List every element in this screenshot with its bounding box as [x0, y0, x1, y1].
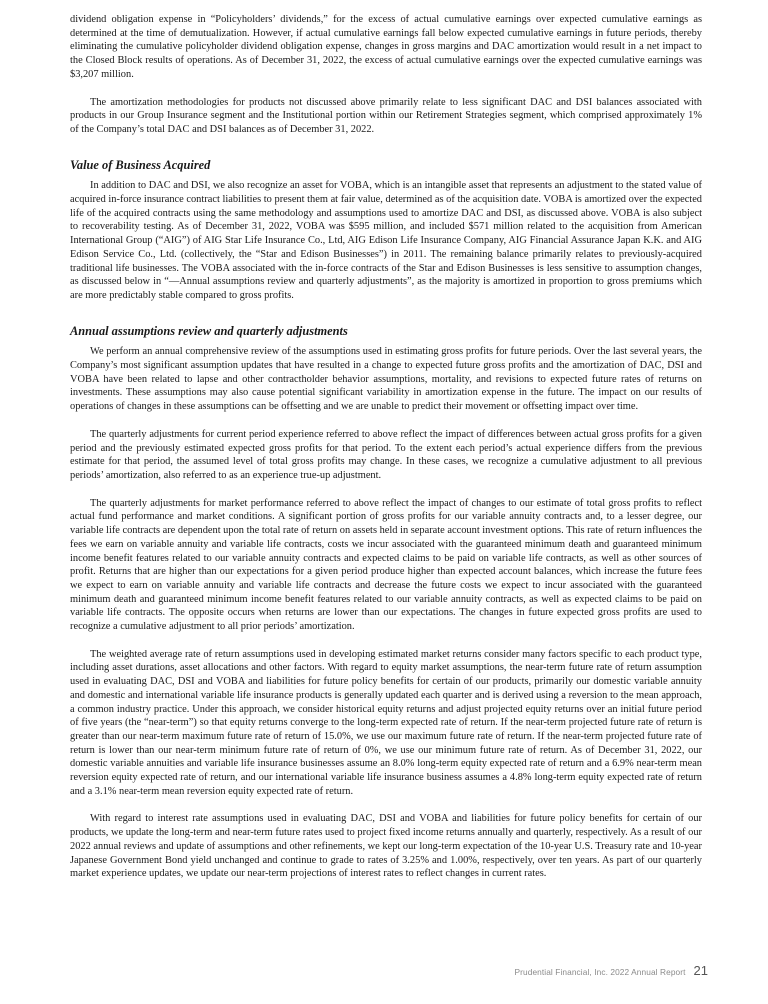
document-page	[70, 13, 702, 881]
page-footer	[515, 963, 708, 978]
paragraph-market-performance: The quarterly adjustments for market performance referred to above reflect the impact of changes to our estimate of total gross profits to reflect actual fund performance and market conditions. A significant portion of gross profits for our variable annuity contracts and, to a lesser degree, our variable life contracts are dependent upon the total rate of return on assets held in separate account investment options. This rate of return influences the fees we earn on variable annuity and variable life contracts, costs we incur associated with the guaranteed minimum death and guaranteed minimum income benefit features related to our variable annuity contracts and expected claims to be paid on variable life contracts, as well as other sources of profit. Returns that are higher than our expectations for a given period produce higher than expected account balances, which increase the future fees we expect to earn on variable annuity and variable life contracts and decrease the future costs we expect to incur associated with the guaranteed minimum death and guaranteed minimum income benefit features related to our variable annuity contracts, as well as expected claims to be paid on variable life contracts. The opposite occurs when returns are lower than our expectations. The changes in future expected gross profits are used to recognize a cumulative adjustment to all prior periods’ amortization.	[70, 497, 702, 633]
page-number: 21	[693, 963, 708, 978]
section-heading-annual-assumptions: Annual assumptions review and quarterly adjustments	[70, 323, 348, 338]
paragraph-current-period-experience: The quarterly adjustments for current period experience referred to above reflect the impact of differences between actual gross profits for a given period and the previously estimated expected gross profits for that period. To the extent each period’s actual experience differs from the previous estimate for that period, the assumed level of total gross profits may change. In these cases, we recognize a cumulative adjustment to all previous periods’ amortization, also referred to as an experience true-up adjustment.	[70, 428, 702, 481]
paragraph-annual-review: We perform an annual comprehensive review of the assumptions used in estimating gross profits for future periods. Over the last several years, the Company’s most significant assumption updates that have resulted in a change to expected future gross profits and the amortization of DAC, DSI and VOBA have been related to lapse and other contractholder behavior assumptions, mortality, and revisions to expected future rates of returns on investments. These assumptions may also cause potential significant variability in amortization expense in the future. The impact on our results of operations of changes in these assumptions can be offsetting and we are unable to predict their movement or offsetting impact over time.	[70, 346, 702, 413]
paragraph-interest-rate-assumptions: With regard to interest rate assumptions used in evaluating DAC, DSI and VOBA and liabilities for future policy benefits for certain of our products, we update the long-term and near-term future rates used to project fixed income returns annually and quarterly, respectively. As a result of our 2022 annual reviews and update of assumptions and other refinements, we kept our long-term expectation of the 10-year U.S. Treasury rate and 10-year Japanese Government Bond yield unchanged and continue to grade to rates of 3.25% and 1.00%, respectively, over ten years. As part of our quarterly market experience updates, we update our near-term projections of interest rates to reflect changes in current rates.	[70, 813, 702, 880]
section-heading-voba: Value of Business Acquired	[70, 157, 211, 172]
paragraph-closed-block: dividend obligation expense in “Policyholders’ dividends,” for the excess of actual cumulative earnings over expected cumulative earnings as determined at the time of demutualization. However, if actual cumulative earnings fall below expected cumulative earnings in future periods, thereby eliminating the cumulative policyholder dividend obligation expense, changes in gross margins and DAC amortization would result in a net impact to the Closed Block results of operations. As of December 31, 2022, the excess of actual cumulative earnings over the expected cumulative earnings was $3,207 million.	[70, 14, 702, 80]
paragraph-amortization-methodologies: The amortization methodologies for products not discussed above primarily relate to less significant DAC and DSI balances associated with products in our Group Insurance segment and the Institutional portion within our Retirement Strategies segment, which comprised approximately 1% of the Company’s total DAC and DSI balances as of December 31, 2022.	[70, 96, 702, 135]
paragraph-voba: In addition to DAC and DSI, we also recognize an asset for VOBA, which is an intangible asset that represents an adjustment to the stated value of acquired in-force insurance contract liabilities to present them at fair value, determined as of the acquisition date. VOBA is amortized over the expected life of the acquired contracts using the same methodology and assumptions used to amortize DAC and DSI, as discussed above. VOBA is also subject to recoverability testing. As of December 31, 2022, VOBA was $595 million, and included $571 million related to the acquisition from American International Group (“AIG”) of AIG Star Life Insurance Co., Ltd, AIG Edison Life Insurance Company, AIG Financial Assurance Japan K.K. and AIG Edison Service Co., Ltd. (collectively, the “Star and Edison Businesses”) in 2011. The remaining balance primarily relates to previously-acquired traditional life businesses. The VOBA associated with the in-force contracts of the Star and Edison Businesses is less sensitive to assumption changes, as discussed below in “—Annual assumptions review and quarterly adjustments”, as the majority is amortized in proportion to gross premiums which are more predictably stable compared to gross profits.	[70, 180, 702, 301]
paragraph-weighted-average-return: The weighted average rate of return assumptions used in developing estimated market returns consider many factors specific to each product type, including asset durations, asset allocations and other factors. With regard to equity market assumptions, the near-term future rate of return assumption used in evaluating DAC, DSI and VOBA and liabilities for future policy benefits for certain of our products, primarily our domestic variable annuity and domestic and international variable life insurance products is generally updated each quarter and is derived using a reversion to the mean approach, a common industry practice. Under this approach, we consider historical equity returns and adjust projected equity returns over an initial future period of five years (the “near-term”) so that equity returns converge to the long-term expected rate of return. If the near-term projected future rate of return is greater than our near-term maximum future rate of return of 15.0%, we use our maximum future rate of return. If the near-term projected future rate of return is lower than our near-term minimum future rate of return of 0%, we use our minimum future rate of return. As of December 31, 2022, our domestic variable annuities and variable life insurance businesses assume an 8.0% long-term equity expected rate of return and a 6.9% near-term mean reversion equity expected rate of return, and our international variable life insurance business assumes a 4.8% long-term equity expected rate of return and a 3.1% near-term mean reversion equity expected rate of return.	[70, 648, 702, 797]
footer-report-title: Prudential Financial, Inc. 2022 Annual Report	[514, 967, 686, 977]
